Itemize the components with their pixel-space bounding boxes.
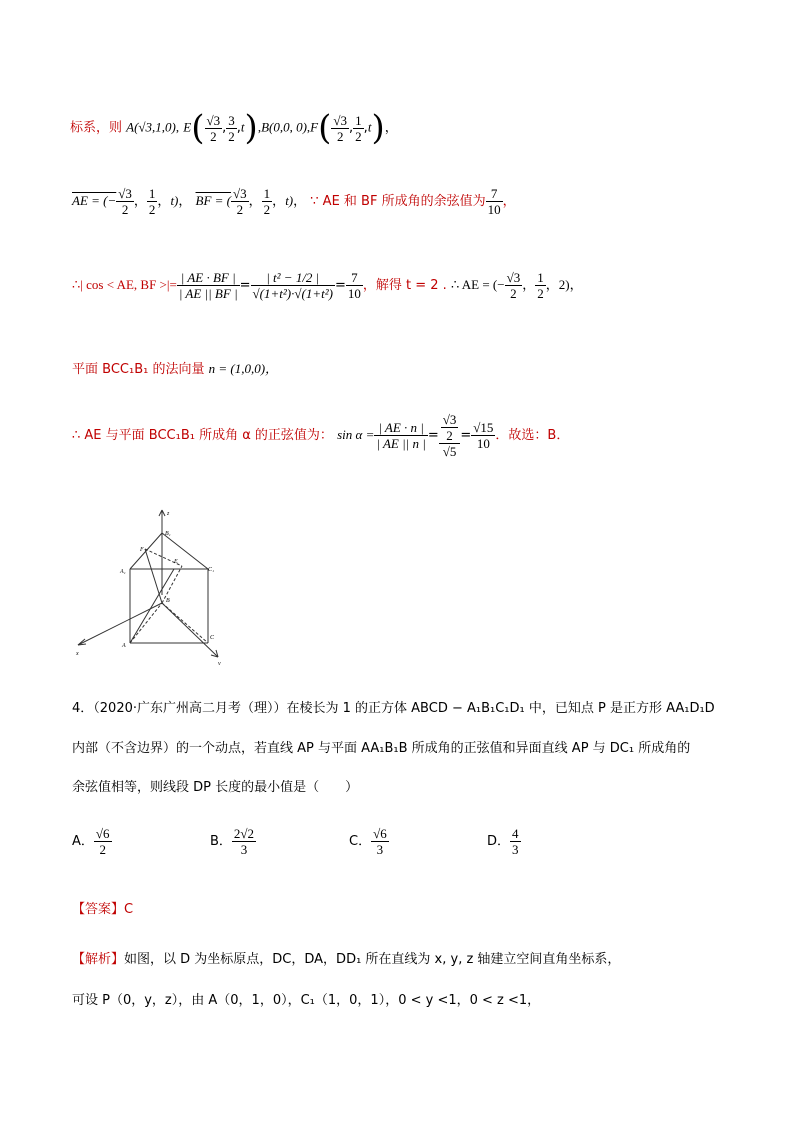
fig-label-z: z bbox=[167, 511, 170, 517]
fig-label-b1: B₁ bbox=[165, 531, 171, 537]
p2-bf-label: BF = ( bbox=[195, 193, 232, 208]
p2-line: AE = (− $\frac{√3}{2}$ ， $\frac{1}{2}$ ，t)， BF = ( $\frac{√3}{2}$ ， $\frac{1}{2}$ ，t)， ∵ AE 和 BF 所成角的余弦值为 $\frac{7}{10}$ ， bbox=[72, 186, 516, 217]
p3-lhs: ∴| cos < AE, BF >|= bbox=[72, 277, 177, 292]
fig-label-y: y bbox=[218, 661, 221, 665]
q4-stem-line2: 内部（不含边界）的一个动点，若直线 AP 与平面 AA₁B₁B 所成角的正弦值和异面直线 AP 与 DC₁ 所成角的 bbox=[72, 741, 691, 756]
p4-normal-vector: n = (1,0,0)， bbox=[208, 361, 279, 376]
p5-line: ∴ AE 与平面 BCC₁B₁ 所成角 α 的正弦值为： sin α = $\frac{| AE \cdot n |}{| AE || n |}$ = $\frac{\frac{√3}{2}}{√5}$ = $\frac{√15}{10}$ ．故选：B． bbox=[72, 412, 570, 459]
p5-answer: ．故选：B． bbox=[495, 428, 570, 443]
fig-label-x: x bbox=[76, 651, 79, 657]
fig-label-c: C bbox=[210, 635, 215, 641]
p5-frac2: $\frac{\frac{√3}{2}}{√5}$ bbox=[439, 412, 461, 459]
answer-value: C bbox=[124, 902, 134, 917]
p5-frac1: $\frac{| AE \cdot n |}{| AE || n |}$ bbox=[376, 420, 426, 451]
fig-label-a1: A₁ bbox=[120, 569, 126, 575]
p1-f-frac2: $\frac{1}{2}$ bbox=[355, 112, 362, 144]
p1-e-label: E bbox=[183, 119, 192, 135]
q4-analysis-line1 bbox=[72, 948, 620, 967]
p2-ae-frac2: $\frac{1}{2}$ bbox=[148, 186, 156, 217]
p1-line: 标系，则 A(√3,1,0), E( $\frac{√3}{2}$ , $\frac{3}{2}$ ,t),B(0,0, 0),F( $\frac{√3}{2}$ , $\frac{1}{2}$ ,t)， bbox=[70, 108, 398, 148]
analysis-tag: 【解析】 bbox=[72, 952, 125, 967]
p2-ae-t: t) bbox=[170, 193, 179, 208]
q4-option-c: C． $\frac{√6}{3}$ bbox=[349, 826, 387, 857]
p2-bf-t: t) bbox=[285, 193, 294, 208]
p1-e-frac2: $\frac{3}{2}$ bbox=[228, 112, 235, 144]
p3-solve: ，解得 t = 2 . bbox=[362, 278, 447, 293]
p3-frac1: $\frac{| AE \cdot BF |}{| AE || BF |}$ bbox=[178, 270, 238, 301]
q4-analysis-line2: 可设 P（0，y，z），由 A（0，1，0），C₁（1，0，1），0 < y <1，0 < z <1， bbox=[72, 993, 541, 1008]
fig-label-e: E bbox=[174, 559, 178, 565]
q4-option-d: D． $\frac{4}{3}$ bbox=[487, 826, 519, 857]
p2-condition: ∵ AE 和 BF 所成角的余弦值为 bbox=[310, 194, 486, 209]
analysis-text1: 如图，以 D 为坐标原点，DC，DA，DD₁ 所在直线为 x, y, z 轴建立空间直角坐标系， bbox=[124, 952, 621, 967]
p1-point-a: A(√3,1,0) bbox=[126, 119, 176, 135]
p1-e-t: t bbox=[240, 119, 245, 135]
prism-figure bbox=[70, 505, 230, 665]
p2-ae-label: AE = (− bbox=[72, 193, 117, 208]
p1-f-frac1: $\frac{√3}{2}$ bbox=[333, 112, 348, 144]
p1-point-b: B(0,0, 0) bbox=[261, 119, 307, 135]
fig-label-b: B bbox=[166, 598, 170, 604]
p2-cos-frac: $\frac{7}{10}$ bbox=[487, 186, 501, 217]
p3-frac2: $\frac{\text{| t² − 1/2 |}}{\text{√(1+t²)·√(1+t²)}}$ bbox=[252, 270, 333, 301]
q4-answer bbox=[72, 898, 133, 917]
p3-frac3: $\frac{7}{10}$ bbox=[347, 270, 361, 301]
p4-line bbox=[72, 358, 278, 377]
q4-option-a: A． $\frac{√6}{2}$ bbox=[72, 826, 110, 857]
q4-stem-line1: 4．（2020·广东广州高二月考（理））在棱长为 1 的正方体 ABCD − A₁B₁C₁D₁ 中，已知点 P 是正方形 AA₁D₁D bbox=[72, 701, 715, 716]
fig-label-f: F bbox=[140, 547, 144, 553]
p3-vec-frac2: $\frac{1}{2}$ bbox=[537, 270, 544, 301]
fig-label-a: A bbox=[122, 643, 126, 649]
q4-stem-line3: 余弦值相等，则线段 DP 长度的最小值是（ ） bbox=[72, 780, 359, 795]
p1-e-frac1: $\frac{√3}{2}$ bbox=[206, 112, 221, 144]
p2-bf-frac2: $\frac{1}{2}$ bbox=[263, 186, 271, 217]
p5-text: ∴ AE 与平面 BCC₁B₁ 所成角 α 的正弦值为： bbox=[72, 428, 333, 443]
p4-text: 平面 BCC₁B₁ 的法向量 bbox=[72, 362, 205, 377]
q4-option-b: B． $\frac{2√2}{3}$ bbox=[210, 826, 255, 857]
p1-f-label: F bbox=[310, 119, 319, 135]
p3-line: ∴| cos < AE, BF >|= $\frac{| AE \cdot BF |}{| AE || BF |}$ = $\frac{\text{| t² − 1/2 |}}{\text{√(1+t²)·√(1+t²)}}$ = $\frac{7}{10}$ ，解得 t = 2 . ∴ AE = (− $\frac{√3}{2}$ ， $\frac{1}{2}$ ，2)， bbox=[72, 270, 583, 301]
fig-label-c1: C₁ bbox=[208, 567, 215, 573]
p2-bf-frac1: $\frac{√3}{2}$ bbox=[233, 186, 247, 217]
p1-f-t: t bbox=[367, 119, 372, 135]
p1-prefix: 标系，则 bbox=[70, 120, 123, 136]
p5-sin: sin α = bbox=[337, 427, 375, 442]
p3-then: ∴ AE = (− bbox=[450, 277, 505, 292]
p5-frac3: $\frac{√15}{10}$ bbox=[473, 420, 494, 451]
p3-vec-end: 2)， bbox=[558, 277, 583, 292]
answer-tag: 【答案】 bbox=[72, 902, 125, 917]
p2-ae-frac1: $\frac{√3}{2}$ bbox=[118, 186, 132, 217]
p3-vec-frac1: $\frac{√3}{2}$ bbox=[506, 270, 521, 301]
